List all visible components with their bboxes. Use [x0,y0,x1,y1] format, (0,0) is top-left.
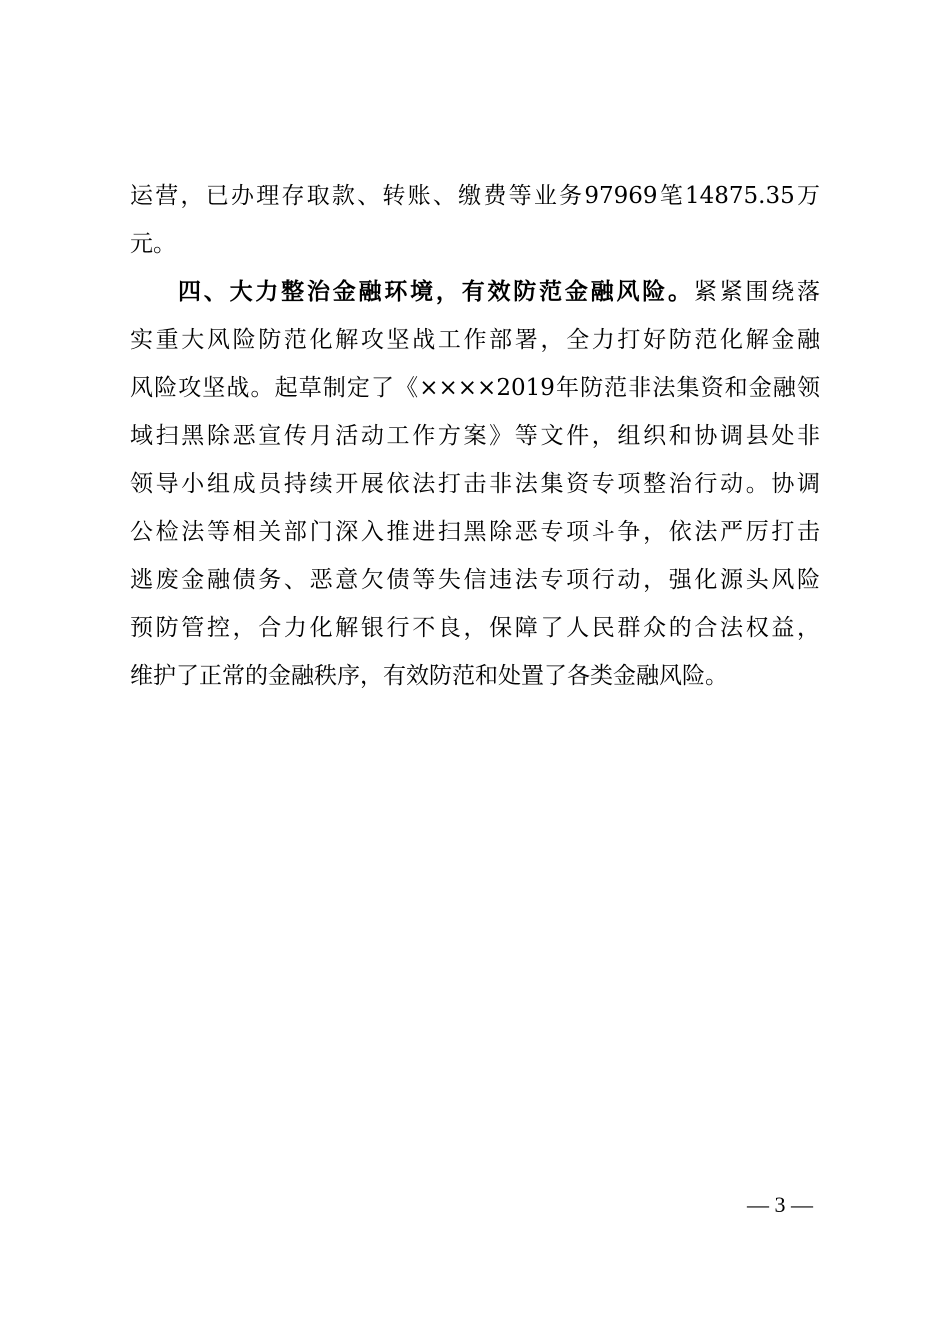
paragraph-2-line-9: 维护了正常的金融秩序，有效防范和处置了各类金融风险。 [130,663,728,689]
paragraph-2-line-5: 领导小组成员持续开展依法打击非法集资专项整治行动。协调 [130,471,820,497]
paragraph-2-line-2: 实重大风险防范化解攻坚战工作部署，全力打好防范化解金融 [130,327,820,353]
paragraph-2-line-1-rest: 紧紧围绕落 [693,279,821,305]
page-number: — 3 — [747,1192,813,1217]
paragraph-2-line-4: 域扫黑除恶宣传月活动工作方案》等文件，组织和协调县处非 [130,423,820,449]
paragraph-2-line-8: 预防管控，合力化解银行不良，保障了人民群众的合法权益， [130,615,820,641]
paragraph-1-line-2: 元。 [130,231,176,257]
paragraph-2-line-1 [178,277,820,307]
section-heading: 四、大力整治金融环境，有效防范金融风险。 [178,279,694,305]
paragraph-2-line-6: 公检法等相关部门深入推进扫黑除恶专项斗争，依法严厉打击 [130,519,820,545]
paragraph-2-line-7: 逃废金融债务、恶意欠债等失信违法专项行动，强化源头风险 [130,567,820,593]
paragraph-2-line-3: 风险攻坚战。起草制定了《××××2019年防范非法集资和金融领 [130,375,820,401]
paragraph-1-line-1: 运营，已办理存取款、转账、缴费等业务97969笔14875.35万 [130,183,820,209]
